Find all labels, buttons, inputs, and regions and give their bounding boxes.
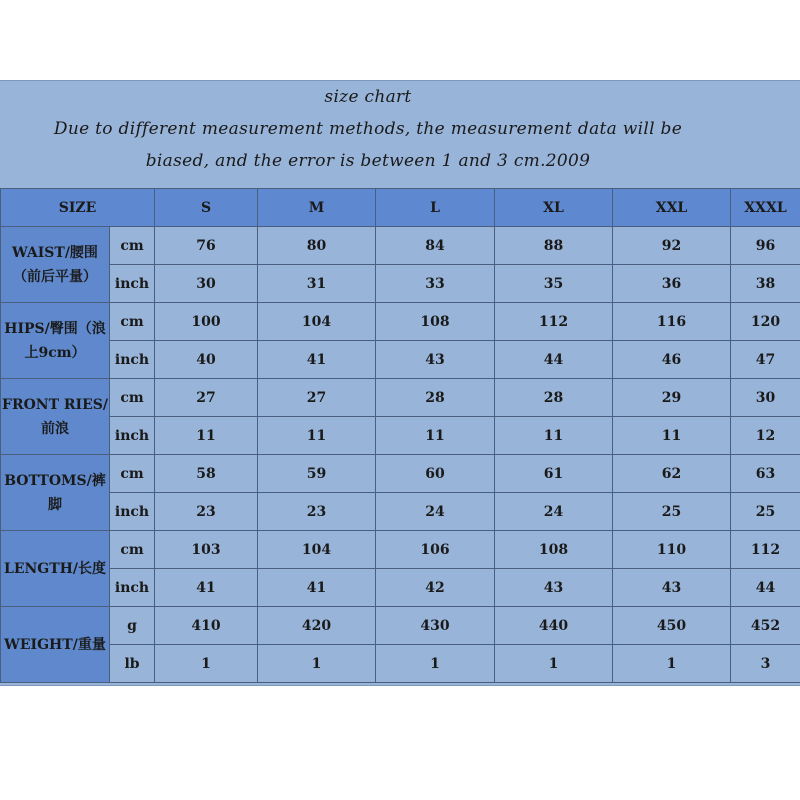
value-cell: 43	[613, 569, 731, 607]
value-cell: 104	[258, 303, 376, 341]
value-cell: 58	[155, 455, 258, 493]
value-cell: 110	[613, 531, 731, 569]
value-cell: 108	[376, 303, 495, 341]
value-cell: 43	[495, 569, 613, 607]
value-cell: 27	[258, 379, 376, 417]
unit-label: cm	[110, 303, 155, 341]
value-cell: 112	[731, 531, 800, 569]
unit-label: inch	[110, 417, 155, 455]
value-cell: 28	[376, 379, 495, 417]
value-cell: 11	[155, 417, 258, 455]
measure-row-waist-secondary	[1, 265, 800, 303]
unit-label: lb	[110, 645, 155, 683]
value-cell: 116	[613, 303, 731, 341]
measurement-note-line-1: Due to different measurement methods, the measurement data will be	[53, 119, 683, 139]
unit-label: cm	[110, 455, 155, 493]
measurement-note-line-2: biased, and the error is between 1 and 3 cm.2009	[145, 151, 591, 171]
value-cell: 92	[613, 227, 731, 265]
measure-row-length-primary	[1, 531, 800, 569]
value-cell: 103	[155, 531, 258, 569]
value-cell: 80	[258, 227, 376, 265]
value-cell: 61	[495, 455, 613, 493]
value-cell: 410	[155, 607, 258, 645]
measure-row-waist-primary	[1, 227, 800, 265]
value-cell: 100	[155, 303, 258, 341]
size-table	[0, 188, 800, 683]
value-cell: 60	[376, 455, 495, 493]
value-cell: 62	[613, 455, 731, 493]
measure-label-bottoms: BOTTOMS/裤脚	[1, 455, 110, 531]
value-cell: 1	[155, 645, 258, 683]
value-cell: 59	[258, 455, 376, 493]
value-cell: 25	[731, 493, 800, 531]
value-cell: 28	[495, 379, 613, 417]
size-s: S	[155, 189, 258, 227]
measurement-rows	[1, 227, 800, 683]
chart-title: size chart	[324, 87, 412, 107]
size-header-row	[1, 189, 800, 227]
size-label: SIZE	[1, 189, 155, 227]
value-cell: 29	[613, 379, 731, 417]
value-cell: 1	[495, 645, 613, 683]
unit-label: cm	[110, 531, 155, 569]
size-m: M	[258, 189, 376, 227]
value-cell: 33	[376, 265, 495, 303]
value-cell: 76	[155, 227, 258, 265]
size-xxl: XXL	[613, 189, 731, 227]
measure-label-length: LENGTH/长度	[1, 531, 110, 607]
value-cell: 450	[613, 607, 731, 645]
value-cell: 430	[376, 607, 495, 645]
unit-label: inch	[110, 341, 155, 379]
measure-label-weight: WEIGHT/重量	[1, 607, 110, 683]
value-cell: 84	[376, 227, 495, 265]
value-cell: 11	[495, 417, 613, 455]
value-cell: 120	[731, 303, 800, 341]
value-cell: 30	[731, 379, 800, 417]
value-cell: 1	[613, 645, 731, 683]
value-cell: 88	[495, 227, 613, 265]
value-cell: 420	[258, 607, 376, 645]
measure-row-bottoms-primary	[1, 455, 800, 493]
value-cell: 3	[731, 645, 800, 683]
unit-label: inch	[110, 493, 155, 531]
measure-row-hips-secondary	[1, 341, 800, 379]
value-cell: 46	[613, 341, 731, 379]
value-cell: 452	[731, 607, 800, 645]
value-cell: 44	[731, 569, 800, 607]
value-cell: 108	[495, 531, 613, 569]
measure-label-waist: WAIST/腰围（前后平量）	[1, 227, 110, 303]
value-cell: 40	[155, 341, 258, 379]
size-chart-panel	[0, 80, 800, 686]
unit-label: cm	[110, 379, 155, 417]
unit-label: inch	[110, 265, 155, 303]
measure-row-bottoms-secondary	[1, 493, 800, 531]
value-cell: 43	[376, 341, 495, 379]
value-cell: 24	[495, 493, 613, 531]
measure-row-hips-primary	[1, 303, 800, 341]
unit-label: cm	[110, 227, 155, 265]
value-cell: 38	[731, 265, 800, 303]
value-cell: 27	[155, 379, 258, 417]
value-cell: 106	[376, 531, 495, 569]
value-cell: 24	[376, 493, 495, 531]
value-cell: 25	[613, 493, 731, 531]
measure-row-front-ries-primary	[1, 379, 800, 417]
unit-label: inch	[110, 569, 155, 607]
size-xl: XL	[495, 189, 613, 227]
size-xxxl: XXXL	[731, 189, 800, 227]
value-cell: 440	[495, 607, 613, 645]
value-cell: 35	[495, 265, 613, 303]
value-cell: 96	[731, 227, 800, 265]
value-cell: 36	[613, 265, 731, 303]
unit-label: g	[110, 607, 155, 645]
value-cell: 42	[376, 569, 495, 607]
measure-row-length-secondary	[1, 569, 800, 607]
value-cell: 12	[731, 417, 800, 455]
value-cell: 41	[258, 569, 376, 607]
value-cell: 31	[258, 265, 376, 303]
value-cell: 63	[731, 455, 800, 493]
value-cell: 23	[258, 493, 376, 531]
measure-row-front-ries-secondary	[1, 417, 800, 455]
value-cell: 112	[495, 303, 613, 341]
value-cell: 30	[155, 265, 258, 303]
chart-header	[0, 81, 800, 188]
value-cell: 11	[613, 417, 731, 455]
value-cell: 41	[155, 569, 258, 607]
measure-row-weight-secondary	[1, 645, 800, 683]
value-cell: 11	[258, 417, 376, 455]
value-cell: 11	[376, 417, 495, 455]
value-cell: 44	[495, 341, 613, 379]
value-cell: 1	[258, 645, 376, 683]
value-cell: 41	[258, 341, 376, 379]
size-l: L	[376, 189, 495, 227]
measure-label-front-ries: FRONT RIES/前浪	[1, 379, 110, 455]
measure-row-weight-primary	[1, 607, 800, 645]
measure-label-hips: HIPS/臀围（浪上9cm）	[1, 303, 110, 379]
value-cell: 1	[376, 645, 495, 683]
value-cell: 23	[155, 493, 258, 531]
value-cell: 47	[731, 341, 800, 379]
value-cell: 104	[258, 531, 376, 569]
